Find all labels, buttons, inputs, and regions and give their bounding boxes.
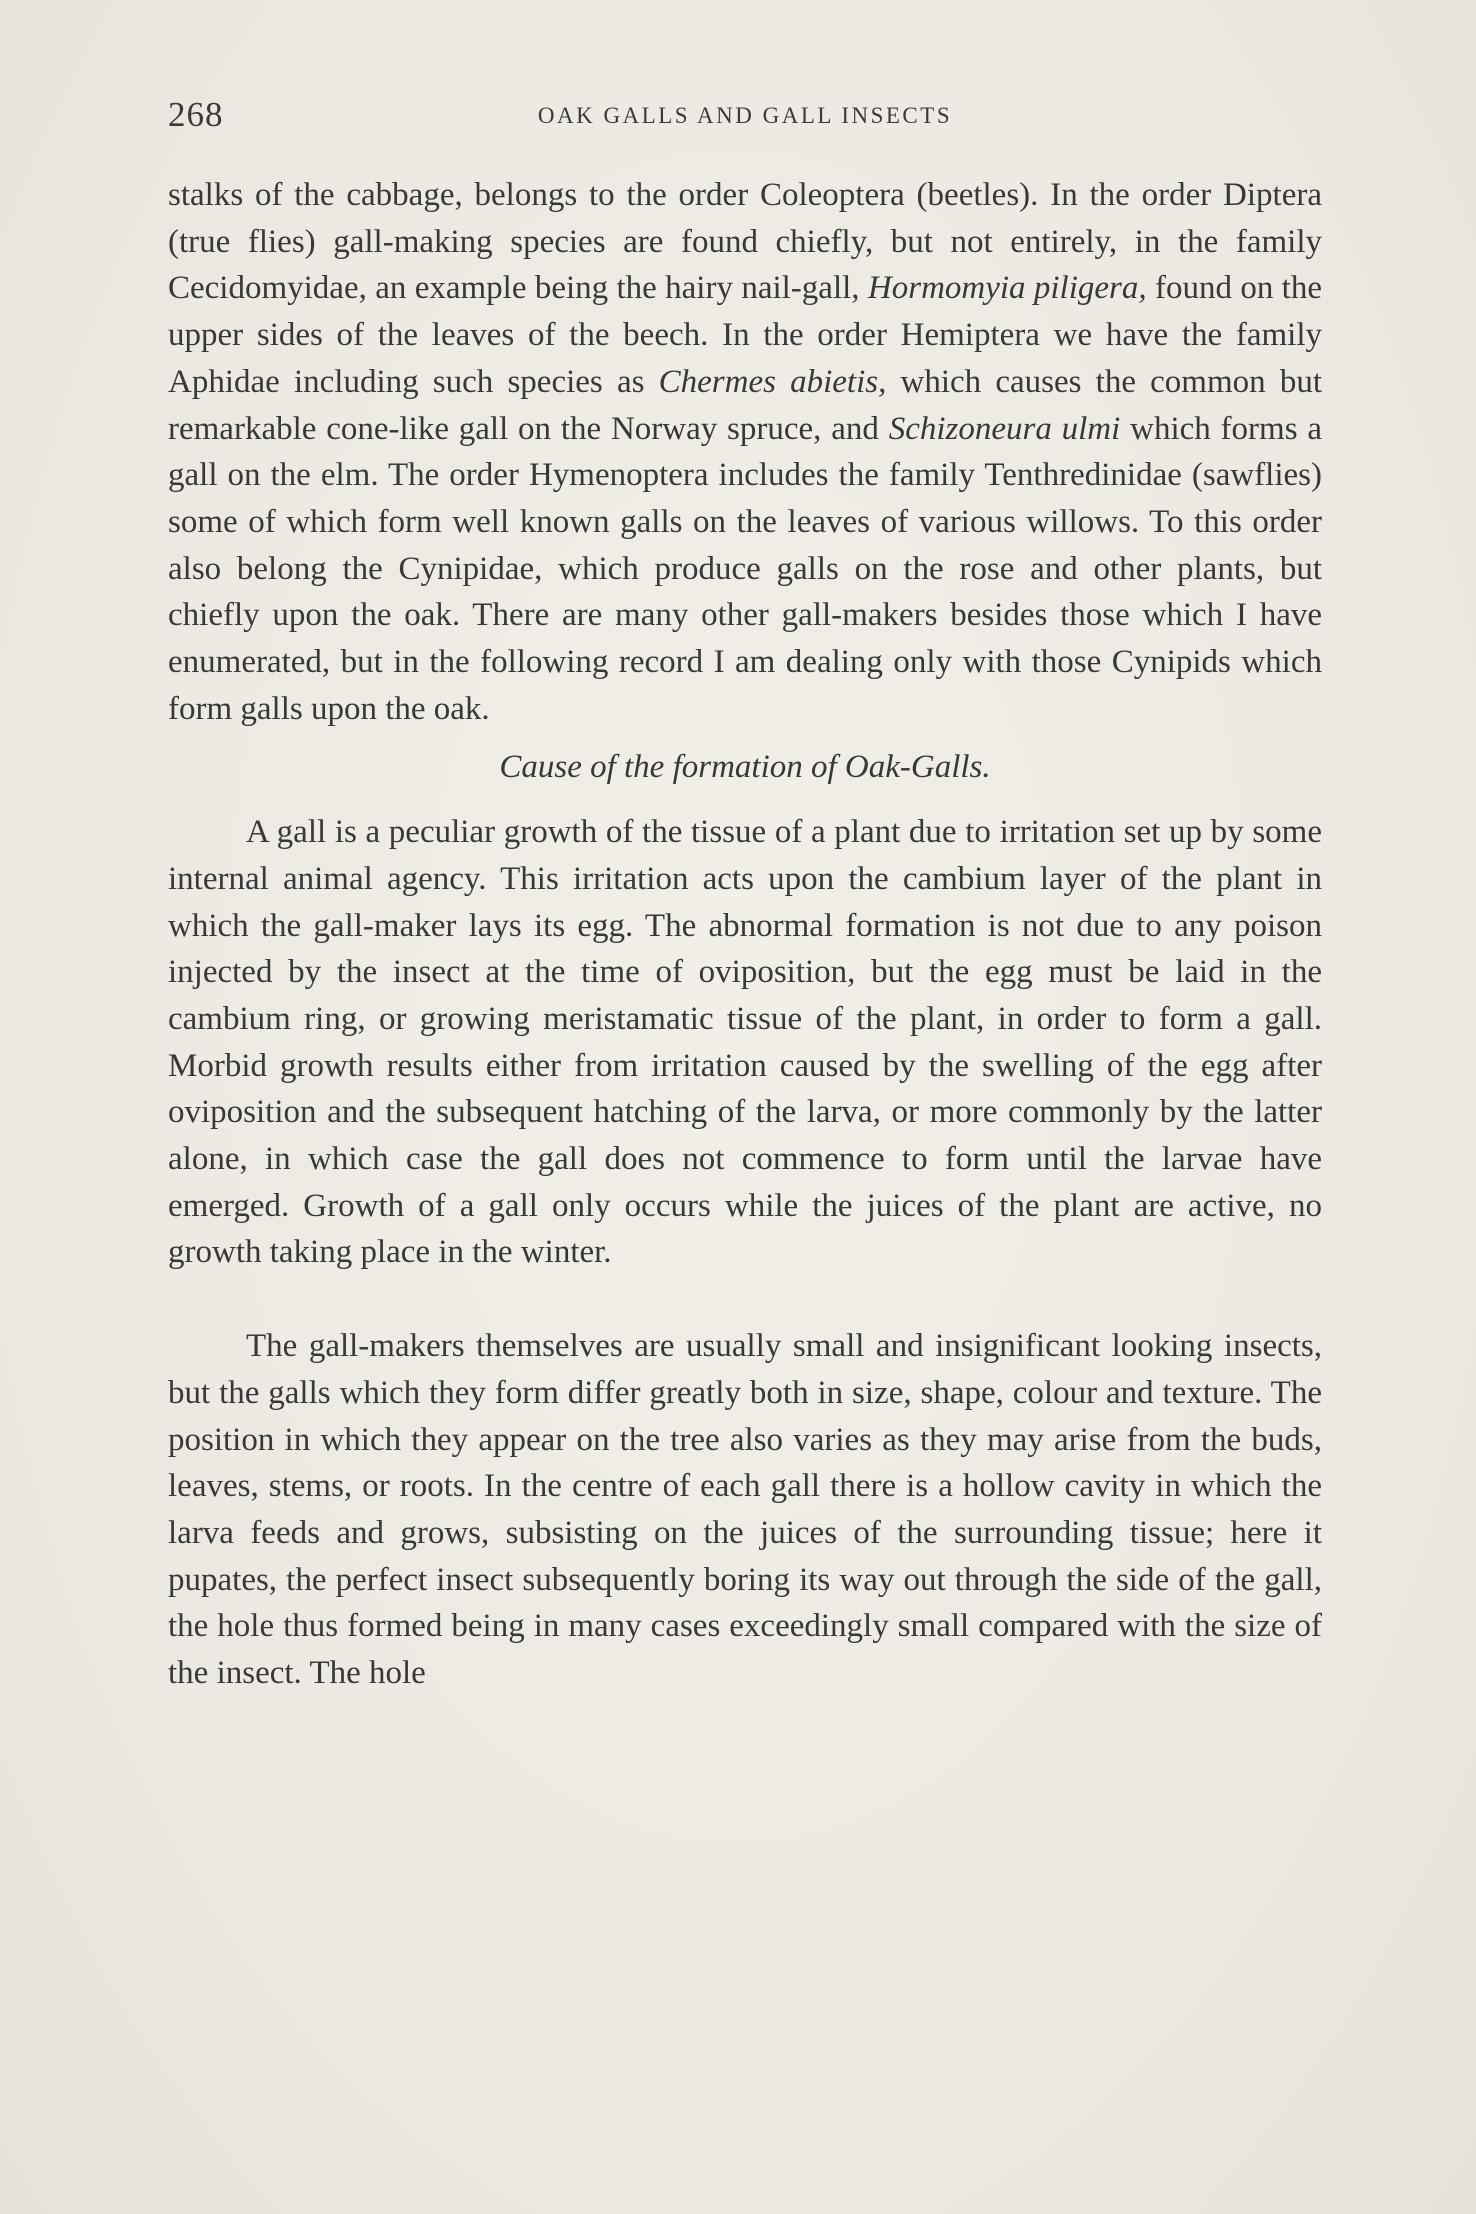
species-name-hormomyia: Hormomyia piligera, [867, 270, 1147, 307]
paragraph-1-text-3: which causes the common but remarkable cone-like gall on the Norway spruce, and [168, 363, 1322, 447]
paragraph-1-text-2: found on the upper sides of the leaves of the beech. In the order Hemiptera we have the family Aphidae including such species as [168, 270, 1322, 400]
paragraph-1 [168, 172, 1322, 732]
section-heading: Cause of the formation of Oak-Galls. [499, 749, 991, 786]
page-header [168, 95, 1322, 141]
running-head: OAK GALLS AND GALL INSECTS [537, 103, 953, 128]
body-text [168, 172, 1322, 1697]
paragraph-1-text-1: stalks of the cabbage, belongs to the order Coleoptera (beetles). In the order Diptera (true flies) gall-making species are found chiefly, but not entirely, in the family Cecidomyidae, an example being the hairy nail-gall, [168, 177, 1322, 307]
paragraph-1-text-4: which forms a gall on the elm. The order Hymenoptera includes the family Tenthredinidae (sawflies) some of which form well known galls on the leaves of various willows. To this order also belong the Cynipidae, which produce galls on the rose and other plants, but chiefly upon the oak. There are many other gall-makers besides those which I have enumerated, but in the following record I am dealing only with those Cynipids which form galls upon the oak. [168, 410, 1322, 727]
species-name-schizoneura: Schizoneura ulmi [888, 410, 1121, 447]
paragraph-2: A gall is a peculiar growth of the tissue of a plant due to irritation set up by some internal animal agency. This irritation acts upon the cambium layer of the plant in which the gall-maker lays its egg. The abnormal formation is not due to any poison injected by the insect at the time of oviposition, but the egg must be laid in the cambium ring, or growing meristamatic tissue of the plant, in order to form a gall. Morbid growth results either from irritation caused by the swelling of the egg after oviposition and the subsequent hatching of the larva, or more commonly by the latter alone, in which case the gall does not commence to form until the larvae have emerged. Growth of a gall only occurs while the juices of the plant are active, no growth taking place in the winter. [168, 814, 1322, 1271]
page-number: 268 [168, 95, 224, 134]
paragraph-3: The gall-makers themselves are usually small and insignificant looking insects, but the galls which they form differ greatly both in size, shape, colour and texture. The position in which they appear on the tree also varies as they may arise from the buds, leaves, stems, or roots. In the centre of each gall there is a hollow cavity in which the larva feeds and grows, subsisting on the juices of the surrounding tissue; here it pupates, the perfect insect subsequently boring its way out through the side of the gall, the hole thus formed being in many cases exceedingly small compared with the size of the insect. The hole [168, 1328, 1322, 1692]
species-name-chermes: Chermes abietis, [658, 363, 887, 400]
